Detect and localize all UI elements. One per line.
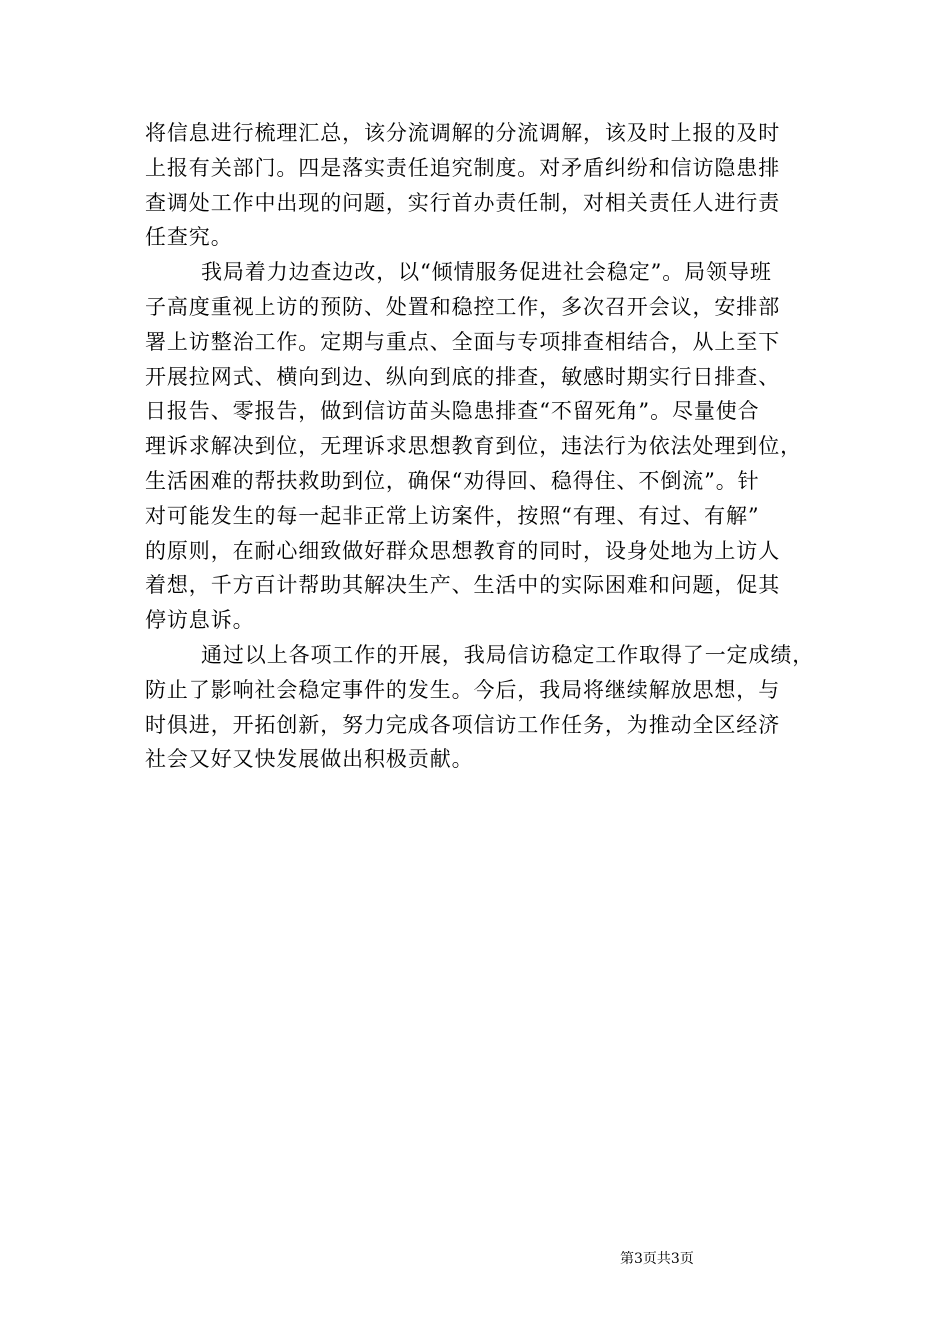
text-line: 停访息诉。 (145, 608, 255, 633)
text-line: 任查究。 (145, 225, 233, 250)
text-line: 将信息进行梳理汇总，该分流调解的分流调解，该及时上报的及时 (145, 121, 781, 145)
text-line: 的原则，在耐心细致做好群众思想教育的同时，设身处地为上访人 (145, 538, 781, 563)
text-line: 开展拉网式、横向到边、纵向到底的排查，敏感时期实行日排查、 (145, 364, 781, 389)
page-number: 第3页共3页 (620, 1251, 694, 1267)
paragraph-first-line: 通过以上各项工作的开展，我局信访稳定工作取得了一定成绩， (201, 642, 815, 667)
text-line: 理诉求解决到位，无理诉求思想教育到位，违法行为依法处理到位， (145, 434, 802, 459)
text-line: 查调处工作中出现的问题，实行首办责任制，对相关责任人进行责 (145, 190, 781, 215)
text-line: 防止了影响社会稳定事件的发生。今后，我局将继续解放思想，与 (145, 677, 781, 702)
text-line: 对可能发生的每一起非正常上访案件，按照“有理、有过、有解” (145, 503, 760, 528)
text-line: 上报有关部门。四是落实责任追究制度。对矛盾纠纷和信访隐患排 (145, 155, 781, 180)
text-line: 时俱进，开拓创新，努力完成各项信访工作任务，为推动全区经济 (145, 712, 781, 737)
text-line: 日报告、零报告，做到信访苗头隐患排查“不留死角”。尽量使合 (145, 399, 760, 424)
page-footer (0, 1248, 694, 1268)
paragraph-first-line: 我局着力边查边改，以“倾情服务促进社会稳定”。局领导班 (201, 260, 772, 285)
text-line: 署上访整治工作。定期与重点、全面与专项排查相结合，从上至下 (145, 329, 781, 354)
text-line: 子高度重视上访的预防、处置和稳控工作，多次召开会议，安排部 (145, 294, 781, 319)
document-body (145, 116, 815, 777)
text-line: 生活困难的帮扶救助到位，确保“劝得回、稳得住、不倒流”。针 (145, 468, 760, 493)
text-line: 社会又好又快发展做出积极贡献。 (145, 747, 474, 772)
text-line: 着想，千方百计帮助其解决生产、生活中的实际困难和问题，促其 (145, 573, 781, 598)
